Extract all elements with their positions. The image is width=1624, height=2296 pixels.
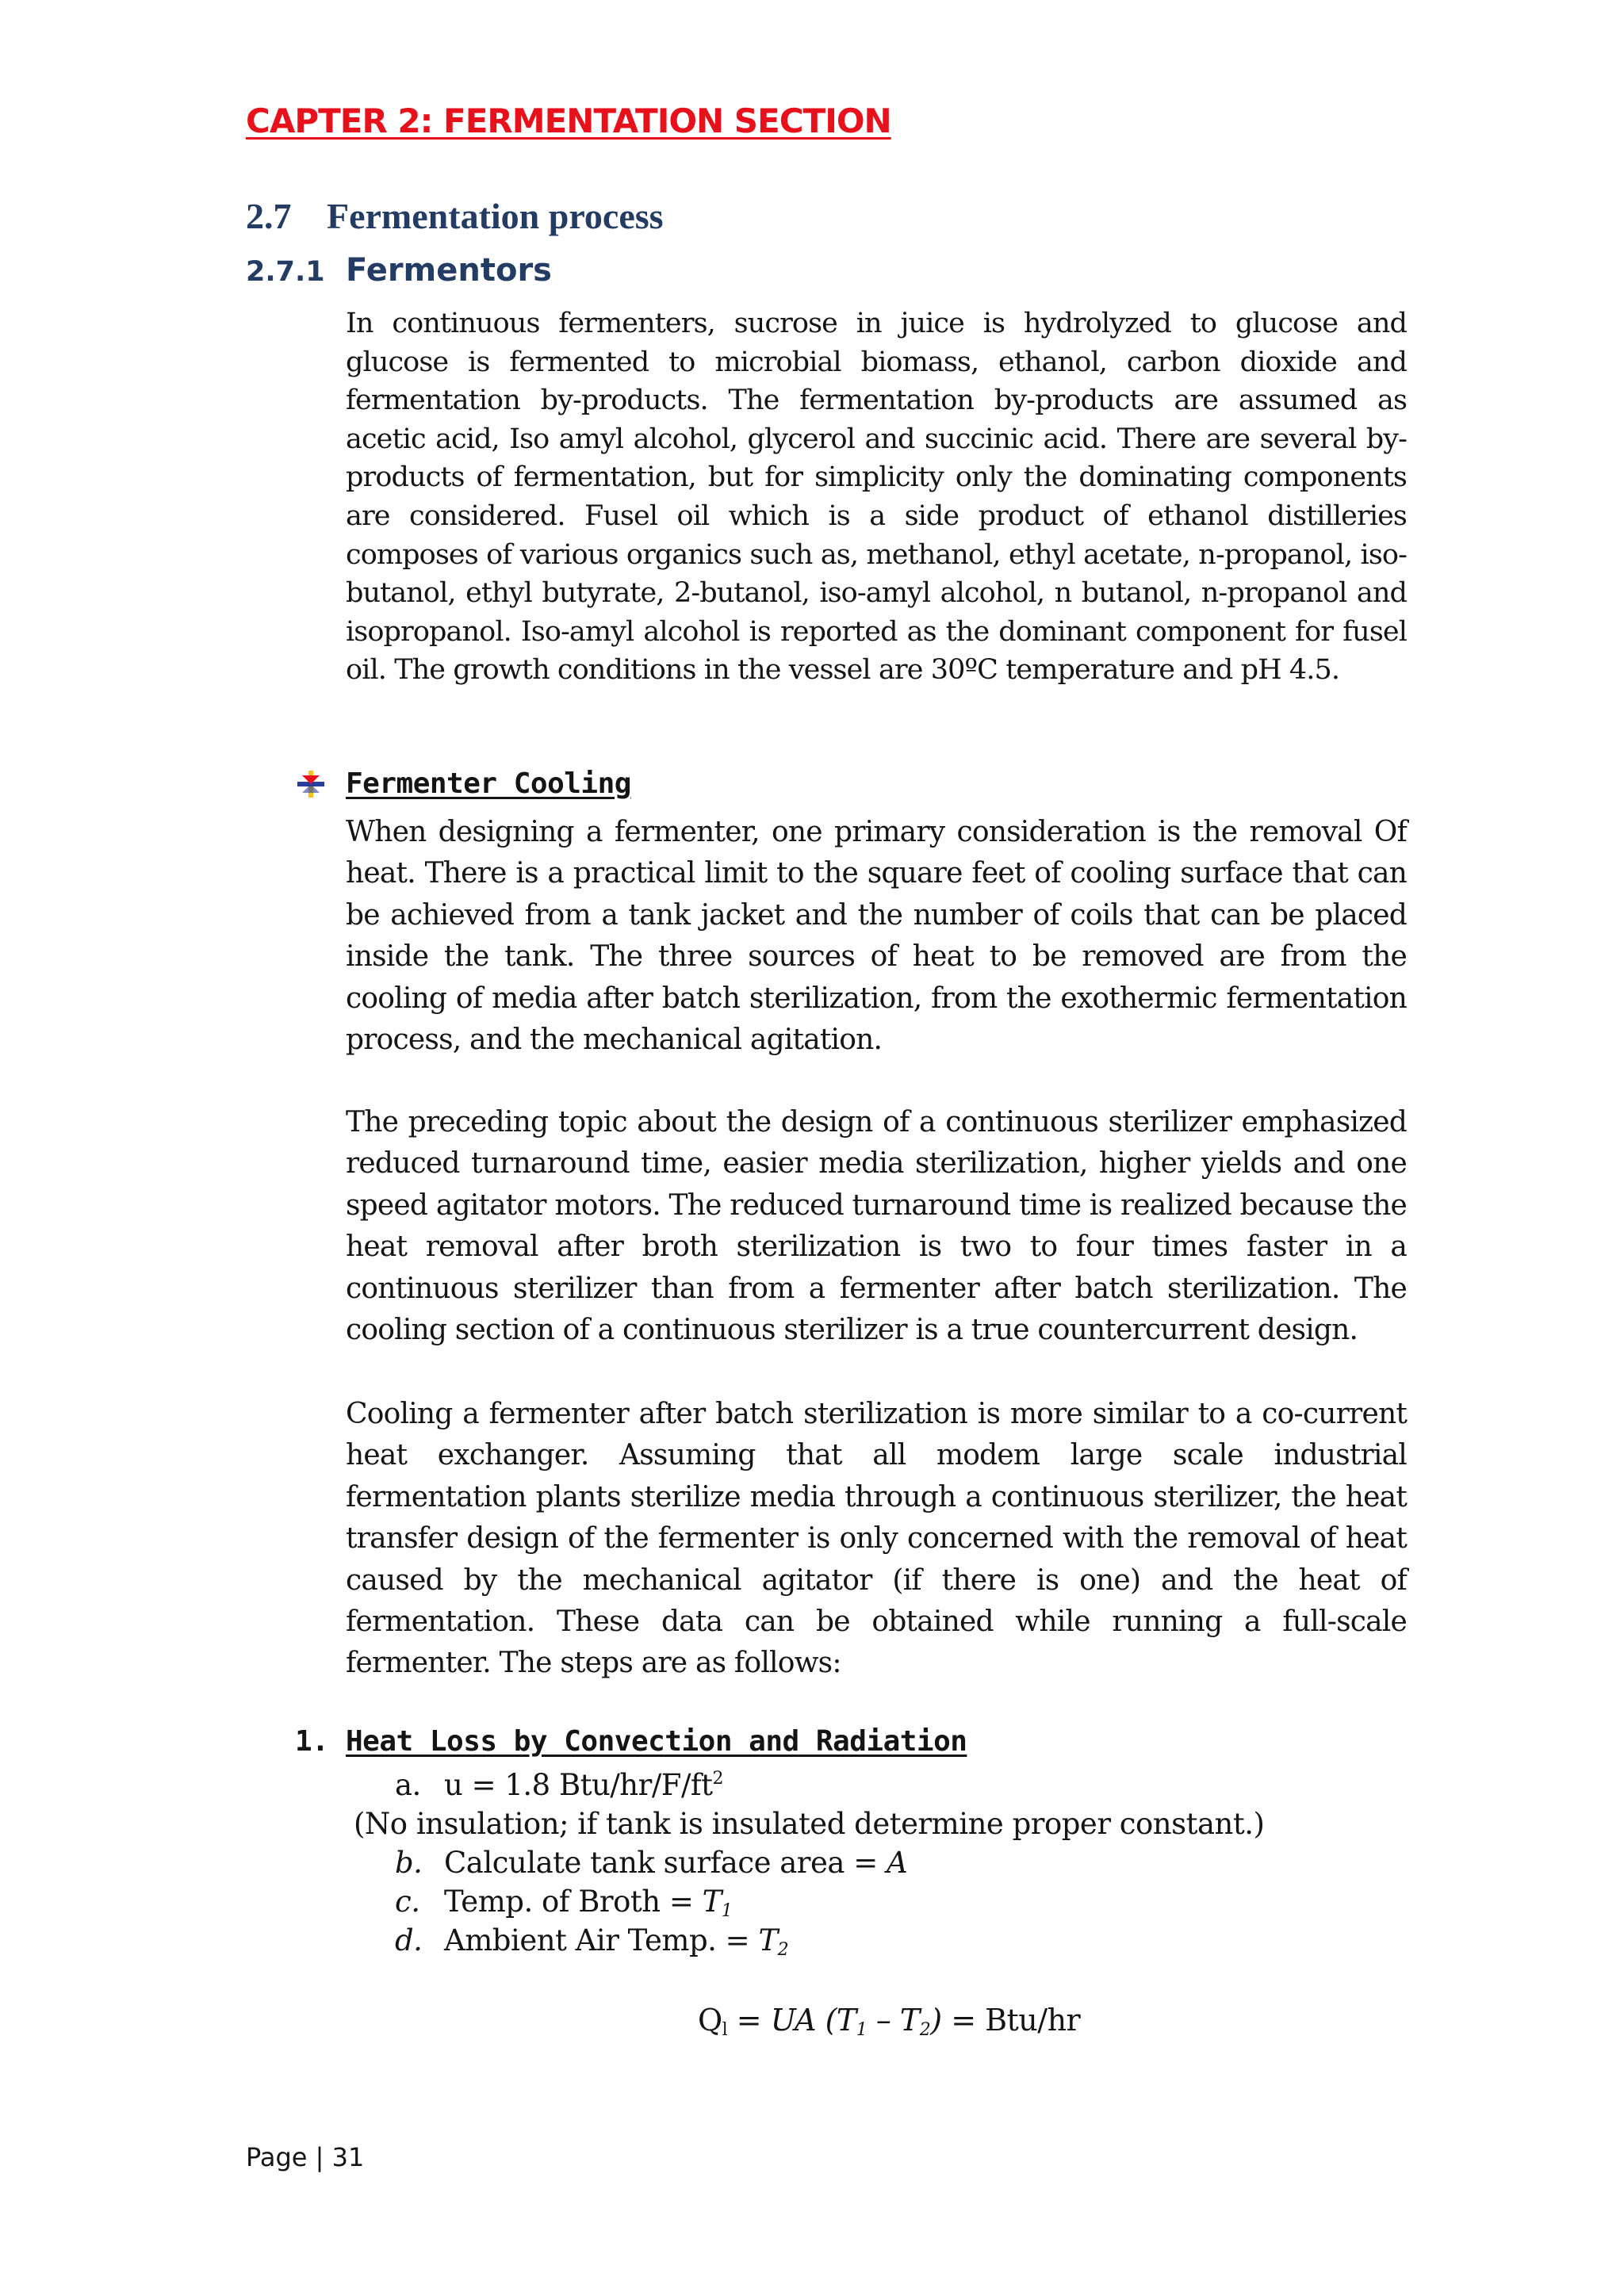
- cooling-paragraph-2: The preceding topic about the design of a continuous sterilizer emphasized reduced turnaround time, easier media sterilization, higher yields and one speed agitator motors. The reduced turnaround time is realized because the heat removal after broth sterilization is two to four times faster in a continuous sterilizer than from a fermenter after batch sterilization. The cooling section of a continuous sterilizer is a true countercurrent design.: [346, 1106, 1407, 1347]
- fermentors-paragraph: In continuous fermenters, sucrose in juice is hydrolyzed to glucose and glucose is fermented to microbial biomass, ethanol, carbon dioxide and fermentation by-products. The fermentation by-products are assumed as acetic acid, Iso amyl alcohol, glycerol and succinic acid. There are several by-products of fermentation, but for simplicity only the dominating components are considered. Fusel oil which is a side product of ethanol distilleries composes of various organics such as, methanol, ethyl acetate, n-propanol, iso-butanol, ethyl butyrate, 2-butanol, iso-amyl alcohol, n butanol, n-propanol and isopropanol. Iso-amyl alcohol is reported as the dominant component for fusel oil. The growth conditions in the vessel are 30ºC temperature and pH 4.5.: [346, 308, 1407, 687]
- item-d-text: Ambient Air Temp. =: [444, 1923, 759, 1957]
- item-c-label: c.: [395, 1885, 420, 1919]
- item-a-text: u = 1.8 Btu/hr/F/ft: [444, 1768, 713, 1802]
- item-a-sup: 2: [712, 1769, 723, 1789]
- chapter-title: CAPTER 2: FERMENTATION SECTION: [246, 101, 891, 140]
- cooling-heading: [295, 767, 631, 800]
- formula-minus: – T: [867, 2003, 920, 2038]
- item-a-label: a.: [395, 1768, 421, 1802]
- section-number: 2.7: [246, 196, 292, 236]
- subsection-title: Fermentors: [346, 252, 552, 289]
- cooling-paragraph-3: Cooling a fermenter after batch sterilization is more similar to a co-current heat exchanger. Assuming that all modem large scale industrial fermentation plants sterilize media through a continuous sterilizer, the heat transfer design of the fermenter is only concerned with the removal of heat caused by the mechanical agitator (if there is one) and the heat of fermentation. These data can be obtained while running a full-scale fermenter. The steps are as follows:: [346, 1398, 1407, 1680]
- page-footer: Page | 31: [246, 2142, 365, 2172]
- formula-close: ): [930, 2003, 942, 2038]
- item-b-text: Calculate tank surface area =: [444, 1846, 887, 1880]
- item-d-sub: 2: [777, 1940, 789, 1960]
- section-heading: [246, 195, 664, 237]
- formula-rhs: = Btu/hr: [941, 2003, 1081, 2038]
- item-c-var: T: [702, 1885, 722, 1919]
- step-1-title: Heat Loss by Convection and Radiation: [346, 1725, 967, 1758]
- cooling-paragraph-1: When designing a fermenter, one primary consideration is the removal Of heat. There is a practical limit to the square feet of cooling surface that can be achieved from a tank jacket and the number of coils that can be placed inside the tank. The three sources of heat to be removed are from the cooling of media after batch sterilization, from the exothermic fermentation process, and the mechanical agitation.: [346, 816, 1407, 1057]
- formula-sub-1: 1: [856, 2020, 868, 2040]
- item-c-sub: 1: [721, 1901, 733, 1921]
- section-title: Fermentation process: [327, 196, 664, 236]
- subsection-heading: [246, 252, 552, 289]
- item-d-var: T: [758, 1923, 778, 1957]
- insulation-note: (No insulation; if tank is insulated determine proper constant.): [354, 1807, 1265, 1841]
- item-b-var: A: [886, 1846, 908, 1880]
- step-1-number: 1.: [295, 1725, 329, 1758]
- formula-lhs: Q: [698, 2003, 722, 2038]
- step-1-heading: [295, 1725, 967, 1758]
- heat-loss-formula: [698, 2003, 1080, 2040]
- item-c-text: Temp. of Broth =: [444, 1885, 703, 1919]
- cooling-title: Fermenter Cooling: [346, 767, 631, 800]
- formula-lhs-sub: l: [722, 2020, 728, 2040]
- formula-ua: UA (T: [770, 2003, 856, 2038]
- formula-eq: =: [727, 2003, 771, 2038]
- item-d-label: d.: [395, 1923, 423, 1957]
- formula-sub-2: 2: [919, 2020, 931, 2040]
- item-b-label: b.: [395, 1846, 423, 1880]
- bullet-arrow-icon: [295, 768, 327, 800]
- subsection-number: 2.7.1: [246, 256, 325, 288]
